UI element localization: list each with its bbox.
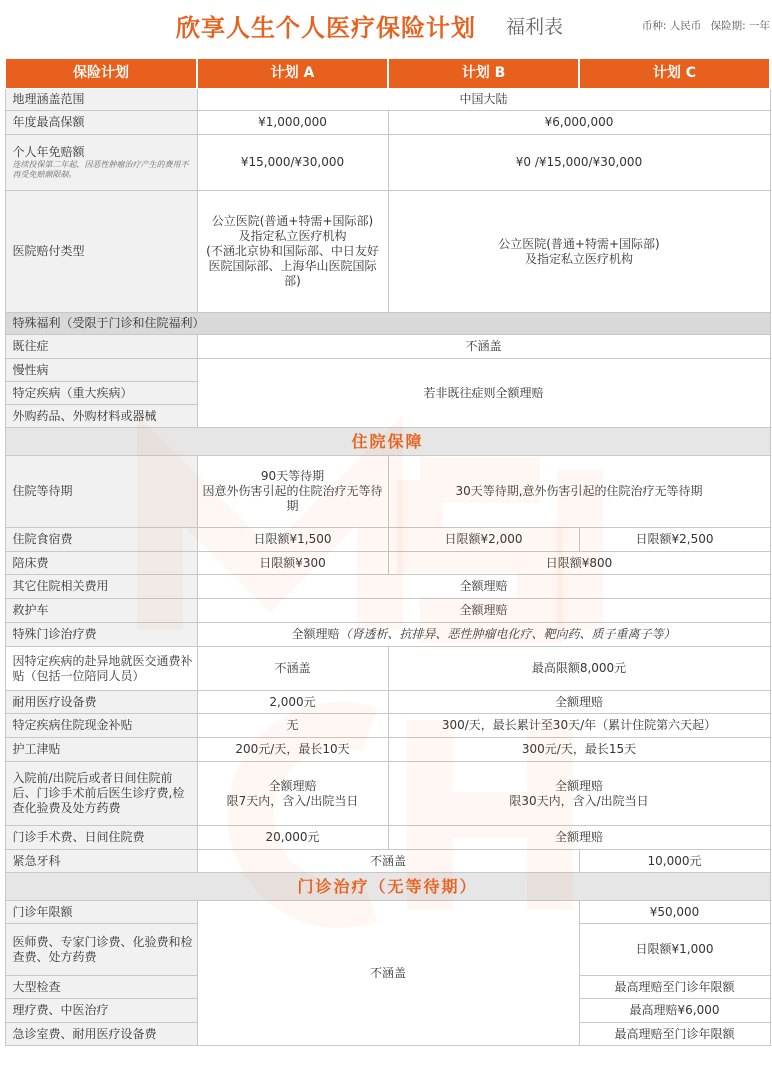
row-label: 理疗费、中医治疗 (5, 999, 197, 1023)
table-row (5, 714, 770, 738)
cell-line: 限7天内，含入/出院当日 (226, 793, 359, 808)
table-row (5, 191, 770, 313)
subheading: 特殊福利（受限于门诊和住院福利） (5, 313, 770, 335)
cell-plan-bc (388, 191, 770, 313)
row-label: 特殊门诊治疗费 (5, 623, 197, 647)
row-label: 医院赔付类型 (5, 191, 197, 313)
row-label: 救护车 (5, 599, 197, 623)
cell-plan-ab: 不涵盖 (197, 901, 579, 1046)
row-label: 特定疾病（重大疾病） (5, 382, 197, 405)
row-label: 耐用医疗设备费 (5, 691, 197, 714)
page-header (0, 0, 772, 56)
period-label: 保险期: 一年 (710, 20, 770, 32)
row-label: 其它住院相关费用 (5, 575, 197, 599)
benefit-table (4, 58, 771, 1046)
cell-plan-a (197, 762, 388, 826)
cell-value: 不涵盖 (197, 335, 770, 359)
table-row (5, 552, 770, 575)
cell-plan-a: 不涵盖 (197, 647, 388, 691)
cell-value: 全额理赔 (197, 575, 770, 599)
header-plan-a: 计划 A (197, 59, 388, 89)
cell-plan-c: 最高理赔至门诊年限额 (579, 1023, 770, 1046)
row-label: 慢性病 (5, 359, 197, 382)
table-row (5, 135, 770, 191)
cell-plan-b: 日限额¥2,000 (388, 528, 579, 552)
table-row (5, 528, 770, 552)
cell-plan-ab: 不涵盖 (197, 850, 579, 873)
section-row (5, 873, 770, 901)
cell-plan-c: 最高理赔至门诊年限额 (579, 976, 770, 999)
cell-line: 限30天内，含入/出院当日 (509, 793, 649, 808)
cell-line: 因意外伤害引起的住院治疗无等待期 (202, 484, 383, 513)
cell-plan-a (197, 191, 388, 313)
cell-line: 及指定私立医疗机构 (524, 251, 633, 266)
row-label: 住院食宿费 (5, 528, 197, 552)
cell-value (197, 623, 770, 647)
row-label: 地理涵盖范围 (5, 89, 197, 111)
page-title: 欣享人生个人医疗保险计划 (176, 14, 476, 42)
table-row (5, 599, 770, 623)
row-label: 急诊室费、耐用医疗设备费 (5, 1023, 197, 1046)
section-title: 门诊治疗（无等待期） (5, 873, 770, 901)
table-row (5, 826, 770, 850)
row-label-note: 连续投保第二年起，因恶性肿瘤治疗产生的费用不再受免赔额限制。 (12, 160, 189, 179)
cell-plan-a: 2,000元 (197, 691, 388, 714)
table-row (5, 738, 770, 762)
row-label: 陪床费 (5, 552, 197, 575)
cell-line: 90天等待期 (260, 469, 325, 483)
cell-line: 全额理赔 (554, 778, 603, 793)
table-row (5, 762, 770, 826)
page-subtitle: 福利表 (506, 16, 564, 38)
cell-plan-bc: 日限额¥800 (388, 552, 770, 575)
row-label: 入院前/出院后或者日间住院前后、门诊手术前后医生诊疗费,检查化验费及处方药费 (5, 762, 197, 826)
row-label: 大型检查 (5, 976, 197, 999)
cell-plan-bc: 300元/天，最长15天 (388, 738, 770, 762)
cell-text: 全额理赔 (291, 627, 340, 641)
table-row (5, 89, 770, 111)
cell-plan-a: ¥1,000,000 (197, 111, 388, 135)
cell-value: 中国大陆 (197, 89, 770, 111)
cell-plan-bc: 300/天，最长累计至30天/年（累计住院第六天起） (388, 714, 770, 738)
cell-plan-bc (388, 762, 770, 826)
row-label: 紧急牙科 (5, 850, 197, 873)
row-label: 年度最高保额 (5, 111, 197, 135)
row-label: 门诊年限额 (5, 901, 197, 924)
table-row (5, 850, 770, 873)
cell-plan-bc: 全额理赔 (388, 691, 770, 714)
table-row (5, 359, 770, 382)
table-row (5, 691, 770, 714)
row-label: 外购药品、外购材料或器械 (5, 405, 197, 428)
row-label: 因特定疾病的赴异地就医交通费补贴（包括一位陪同人员） (5, 647, 197, 691)
cell-line: (不涵北京协和国际部、中日友好医院国际部、上海华山医院国际部) (206, 244, 379, 288)
table-row (5, 335, 770, 359)
row-label: 门诊手术费、日间住院费 (5, 826, 197, 850)
cell-plan-c: 10,000元 (579, 850, 770, 873)
cell-plan-c: ¥50,000 (579, 901, 770, 924)
cell-plan-c: 最高理赔¥6,000 (579, 999, 770, 1023)
cell-plan-a: 20,000元 (197, 826, 388, 850)
cell-line: 公立医院(普通+特需+国际部) (211, 214, 374, 228)
cell-plan-bc: 全额理赔 (388, 826, 770, 850)
currency-info (636, 18, 770, 33)
cell-plan-a: 日限额¥1,500 (197, 528, 388, 552)
table-row (5, 647, 770, 691)
table-row (5, 111, 770, 135)
cell-plan-c: 日限额¥2,500 (579, 528, 770, 552)
cell-plan-a: 日限额¥300 (197, 552, 388, 575)
table-row (5, 456, 770, 528)
cell-plan-c: 日限额¥1,000 (579, 924, 770, 976)
cell-plan-a: 无 (197, 714, 388, 738)
cell-plan-bc: 最高限额8,000元 (388, 647, 770, 691)
cell-plan-bc: 30天等待期,意外伤害引起的住院治疗无等待期 (388, 456, 770, 528)
table-header-row (5, 59, 770, 89)
cell-plan-bc: ¥6,000,000 (388, 111, 770, 135)
row-label: 护工津贴 (5, 738, 197, 762)
header-plan-c: 计划 C (579, 59, 770, 89)
row-label: 住院等待期 (5, 456, 197, 528)
currency-label: 币种: 人民币 (641, 20, 702, 32)
row-label-text: 个人年免赔额 (12, 145, 85, 159)
cell-note: （肾透析、抗排异、恶性肿瘤电化疗、靶向药、质子重离子等） (339, 627, 676, 641)
table-row (5, 313, 770, 335)
row-label (5, 135, 197, 191)
table-row (5, 575, 770, 599)
cell-plan-a: 200元/天，最长10天 (197, 738, 388, 762)
cell-plan-a: ¥15,000/¥30,000 (197, 135, 388, 191)
cell-value: 若非既往症则全额理赔 (197, 359, 770, 428)
table-row (5, 901, 770, 924)
cell-line: 及指定私立医疗机构 (238, 229, 347, 243)
table-row (5, 623, 770, 647)
section-title: 住院保障 (5, 428, 770, 456)
row-label: 既往症 (5, 335, 197, 359)
row-label: 医师费、专家门诊费、化验费和检查费、处方药费 (5, 924, 197, 976)
section-row (5, 428, 770, 456)
cell-plan-bc: ¥0 /¥15,000/¥30,000 (388, 135, 770, 191)
header-plan: 保险计划 (5, 59, 197, 89)
cell-line: 全额理赔 (268, 778, 317, 793)
cell-line: 公立医院(普通+特需+国际部) (498, 236, 660, 251)
cell-value: 全额理赔 (197, 599, 770, 623)
cell-plan-a (197, 456, 388, 528)
header-plan-b: 计划 B (388, 59, 579, 89)
row-label: 特定疾病住院现金补贴 (5, 714, 197, 738)
